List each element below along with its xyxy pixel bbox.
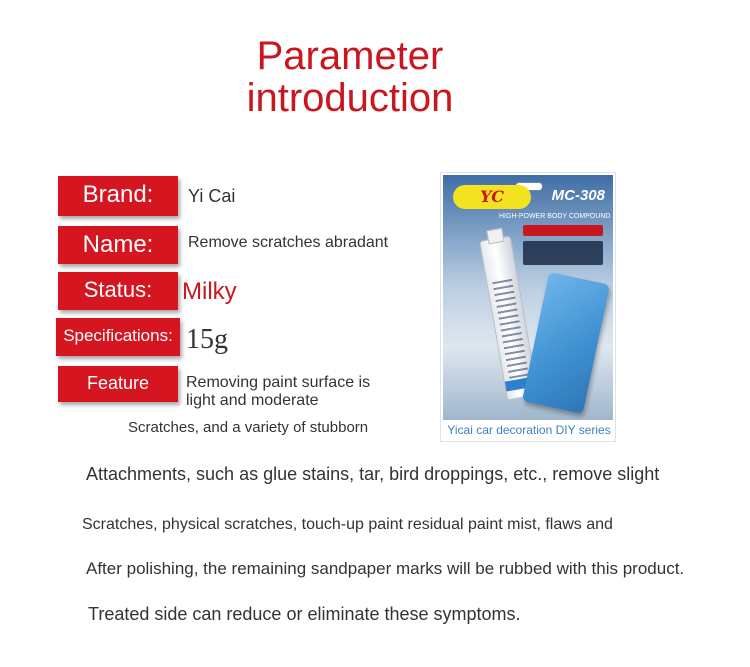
description-line-1: Scratches, and a variety of stubborn [128, 419, 369, 436]
status-value: Milky [182, 278, 237, 305]
product-image [440, 172, 616, 442]
brand-label: Brand: [58, 176, 178, 216]
name-label: Name: [58, 226, 178, 264]
feature-value-line-1: Removing paint surface is [186, 374, 371, 391]
page-title-line-1: Parameter [256, 34, 444, 78]
specifications-value: 15g [186, 324, 228, 355]
packaging-title-block [523, 241, 603, 265]
polishing-sponge [522, 272, 610, 414]
feature-value-line-2: light and moderate [186, 392, 319, 409]
brand-value: Yi Cai [188, 186, 236, 206]
status-label: Status: [58, 272, 178, 310]
page-title-line-2: introduction [246, 76, 454, 120]
tube-label [492, 277, 529, 379]
description-line-4: After polishing, the remaining sandpaper marks will be rubbed with this product. [86, 559, 685, 578]
product-caption: Yicai car decoration DIY series [447, 423, 611, 437]
description-line-5: Treated side can reduce or eliminate these symptoms. [88, 604, 521, 624]
description-line-3: Scratches, physical scratches, touch-up paint residual paint mist, flaws and [82, 516, 613, 533]
product-model: MC-308 [551, 187, 605, 204]
product-packaging [443, 175, 613, 420]
packaging-red-tag [523, 225, 603, 236]
tube-cap [486, 228, 504, 245]
feature-label: Feature [58, 366, 178, 402]
packaging-text: HIGH-POWER BODY COMPOUND [499, 213, 611, 220]
description-line-2: Attachments, such as glue stains, tar, bird droppings, etc., remove slight [86, 464, 660, 484]
name-value: Remove scratches abradant [188, 234, 389, 251]
specifications-label: Specifications: [56, 318, 180, 356]
brand-logo: YC [453, 185, 531, 209]
